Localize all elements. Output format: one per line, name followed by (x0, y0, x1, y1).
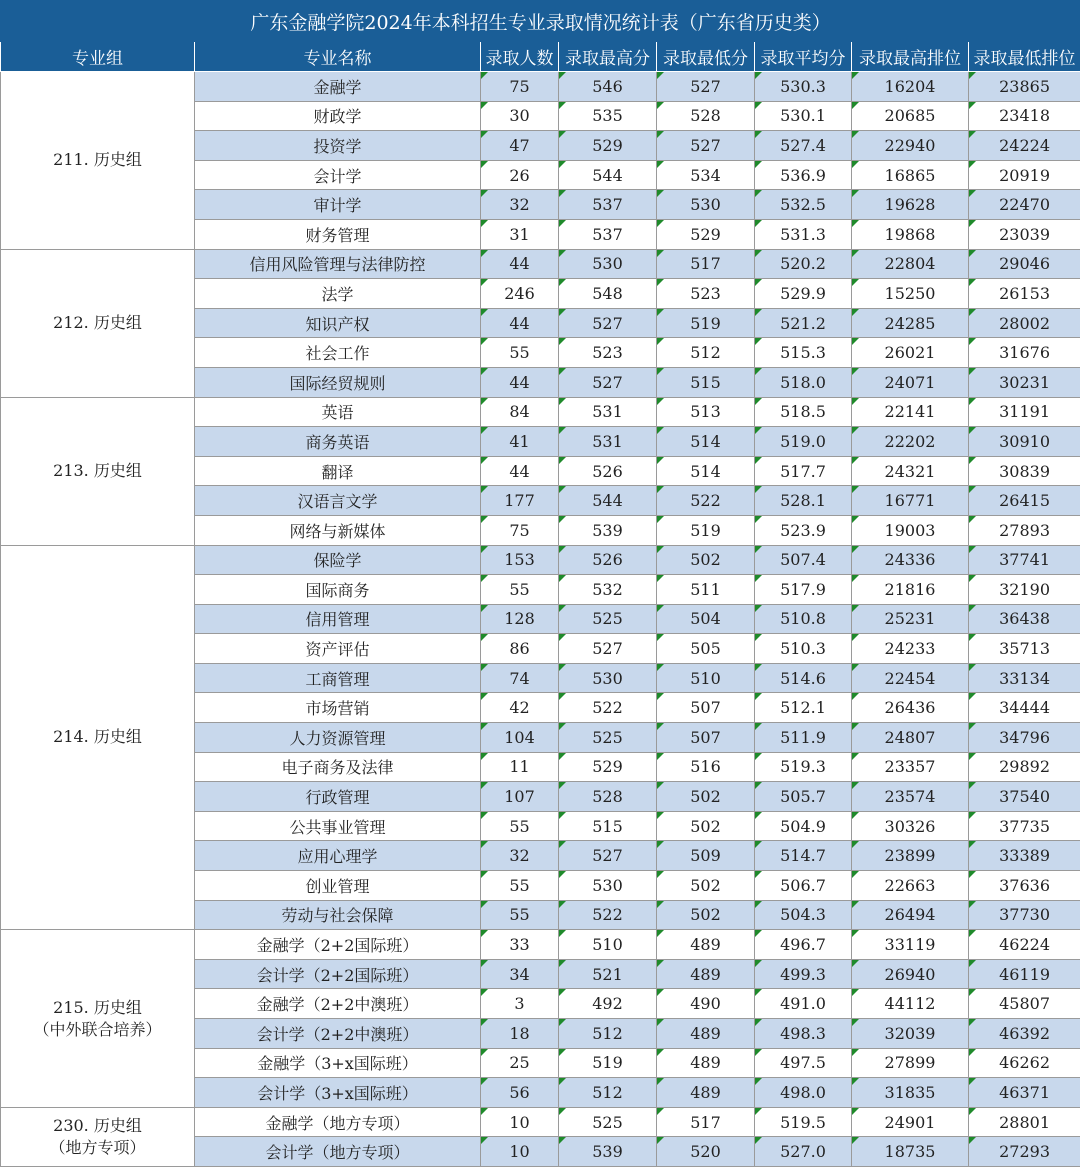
max-score-cell: 519 (559, 1048, 657, 1078)
avg-score-cell: 505.7 (755, 782, 852, 812)
header-major: 专业名称 (195, 42, 481, 72)
group-cell (1, 545, 195, 930)
major-name-cell: 财政学 (195, 101, 481, 131)
min-rank-cell: 37636 (969, 871, 1080, 901)
max-score-cell: 527 (559, 367, 657, 397)
major-name-cell: 汉语言文学 (195, 486, 481, 516)
max-score-cell: 546 (559, 72, 657, 102)
min-score-cell: 489 (657, 1078, 755, 1108)
min-rank-cell: 30839 (969, 456, 1080, 486)
max-rank-cell: 21816 (852, 575, 969, 605)
max-score-cell: 527 (559, 841, 657, 871)
avg-score-cell: 515.3 (755, 338, 852, 368)
max-score-cell: 525 (559, 1107, 657, 1137)
max-rank-cell: 22804 (852, 249, 969, 279)
max-score-cell: 529 (559, 752, 657, 782)
group-cell (1, 1107, 195, 1166)
admit-count-cell: 55 (481, 811, 559, 841)
avg-score-cell: 498.0 (755, 1078, 852, 1108)
major-name-cell: 翻译 (195, 456, 481, 486)
max-score-cell: 526 (559, 456, 657, 486)
avg-score-cell: 517.7 (755, 456, 852, 486)
avg-score-cell: 497.5 (755, 1048, 852, 1078)
min-rank-cell: 46224 (969, 930, 1080, 960)
min-rank-cell: 31191 (969, 397, 1080, 427)
avg-score-cell: 512.1 (755, 693, 852, 723)
min-score-cell: 529 (657, 219, 755, 249)
max-score-cell: 531 (559, 427, 657, 457)
major-name-cell: 金融学（3+x国际班） (195, 1048, 481, 1078)
max-rank-cell: 22454 (852, 663, 969, 693)
min-rank-cell: 33134 (969, 663, 1080, 693)
admit-count-cell: 104 (481, 723, 559, 753)
max-score-cell: 526 (559, 545, 657, 575)
min-rank-cell: 35713 (969, 634, 1080, 664)
min-score-cell: 502 (657, 811, 755, 841)
min-rank-cell: 46392 (969, 1019, 1080, 1049)
major-name-cell: 网络与新媒体 (195, 515, 481, 545)
min-rank-cell: 32190 (969, 575, 1080, 605)
max-score-cell: 528 (559, 782, 657, 812)
admit-count-cell: 32 (481, 841, 559, 871)
max-score-cell: 537 (559, 190, 657, 220)
max-rank-cell: 24321 (852, 456, 969, 486)
avg-score-cell: 504.3 (755, 900, 852, 930)
max-rank-cell: 19868 (852, 219, 969, 249)
group-cell (1, 72, 195, 250)
avg-score-cell: 529.9 (755, 279, 852, 309)
avg-score-cell: 496.7 (755, 930, 852, 960)
major-name-cell: 会计学（2+2国际班） (195, 959, 481, 989)
max-score-cell: 544 (559, 160, 657, 190)
avg-score-cell: 527.4 (755, 131, 852, 161)
group-label: （中外联合培养） (33, 1019, 162, 1039)
max-score-cell: 510 (559, 930, 657, 960)
major-name-cell: 保险学 (195, 545, 481, 575)
avg-score-cell: 504.9 (755, 811, 852, 841)
avg-score-cell: 536.9 (755, 160, 852, 190)
min-rank-cell: 29892 (969, 752, 1080, 782)
max-score-cell: 537 (559, 219, 657, 249)
admit-count-cell: 107 (481, 782, 559, 812)
min-rank-cell: 37735 (969, 811, 1080, 841)
max-rank-cell: 27899 (852, 1048, 969, 1078)
min-score-cell: 520 (657, 1137, 755, 1167)
min-score-cell: 523 (657, 279, 755, 309)
table-body (1, 72, 1080, 1167)
admit-count-cell: 55 (481, 575, 559, 605)
max-score-cell: 522 (559, 900, 657, 930)
admit-count-cell: 246 (481, 279, 559, 309)
max-rank-cell: 15250 (852, 279, 969, 309)
min-rank-cell: 31676 (969, 338, 1080, 368)
avg-score-cell: 510.8 (755, 604, 852, 634)
major-name-cell: 会计学 (195, 160, 481, 190)
avg-score-cell: 517.9 (755, 575, 852, 605)
min-rank-cell: 46262 (969, 1048, 1080, 1078)
major-name-cell: 会计学（3+x国际班） (195, 1078, 481, 1108)
max-rank-cell: 33119 (852, 930, 969, 960)
min-score-cell: 527 (657, 131, 755, 161)
min-score-cell: 513 (657, 397, 755, 427)
major-name-cell: 国际商务 (195, 575, 481, 605)
admit-count-cell: 42 (481, 693, 559, 723)
group-label: 213. 历史组 (53, 461, 142, 481)
max-rank-cell: 23899 (852, 841, 969, 871)
admit-count-cell: 32 (481, 190, 559, 220)
group-cell (1, 397, 195, 545)
max-rank-cell: 26436 (852, 693, 969, 723)
admit-count-cell: 30 (481, 101, 559, 131)
min-rank-cell: 45807 (969, 989, 1080, 1019)
major-name-cell: 金融学（地方专项） (195, 1107, 481, 1137)
min-rank-cell: 34796 (969, 723, 1080, 753)
avg-score-cell: 519.0 (755, 427, 852, 457)
min-rank-cell: 27293 (969, 1137, 1080, 1167)
max-score-cell: 535 (559, 101, 657, 131)
admit-count-cell: 55 (481, 871, 559, 901)
max-rank-cell: 23574 (852, 782, 969, 812)
major-name-cell: 投资学 (195, 131, 481, 161)
min-score-cell: 534 (657, 160, 755, 190)
min-score-cell: 507 (657, 723, 755, 753)
header-min-rank: 录取最低排位 (969, 42, 1080, 72)
max-rank-cell: 22141 (852, 397, 969, 427)
header-avg-score: 录取平均分 (755, 42, 852, 72)
min-rank-cell: 26153 (969, 279, 1080, 309)
min-rank-cell: 24224 (969, 131, 1080, 161)
admit-count-cell: 75 (481, 515, 559, 545)
max-score-cell: 492 (559, 989, 657, 1019)
admit-count-cell: 86 (481, 634, 559, 664)
admit-count-cell: 25 (481, 1048, 559, 1078)
header-group: 专业组 (1, 42, 195, 72)
avg-score-cell: 519.5 (755, 1107, 852, 1137)
avg-score-cell: 514.6 (755, 663, 852, 693)
max-rank-cell: 23357 (852, 752, 969, 782)
admit-count-cell: 44 (481, 456, 559, 486)
min-score-cell: 515 (657, 367, 755, 397)
header-count: 录取人数 (481, 42, 559, 72)
major-name-cell: 社会工作 (195, 338, 481, 368)
major-name-cell: 应用心理学 (195, 841, 481, 871)
min-rank-cell: 22470 (969, 190, 1080, 220)
max-rank-cell: 44112 (852, 989, 969, 1019)
min-score-cell: 512 (657, 338, 755, 368)
table-row (1, 397, 1080, 427)
max-score-cell: 530 (559, 249, 657, 279)
min-score-cell: 514 (657, 456, 755, 486)
admit-count-cell: 47 (481, 131, 559, 161)
max-rank-cell: 24233 (852, 634, 969, 664)
min-rank-cell: 28002 (969, 308, 1080, 338)
min-score-cell: 502 (657, 871, 755, 901)
group-cell (1, 249, 195, 397)
admit-count-cell: 44 (481, 308, 559, 338)
avg-score-cell: 518.0 (755, 367, 852, 397)
avg-score-cell: 530.3 (755, 72, 852, 102)
min-rank-cell: 46371 (969, 1078, 1080, 1108)
max-rank-cell: 20685 (852, 101, 969, 131)
max-rank-cell: 22202 (852, 427, 969, 457)
max-score-cell: 527 (559, 308, 657, 338)
header-max-rank: 录取最高排位 (852, 42, 969, 72)
avg-score-cell: 519.3 (755, 752, 852, 782)
min-score-cell: 516 (657, 752, 755, 782)
min-score-cell: 505 (657, 634, 755, 664)
admit-count-cell: 3 (481, 989, 559, 1019)
admit-count-cell: 10 (481, 1137, 559, 1167)
avg-score-cell: 499.3 (755, 959, 852, 989)
major-name-cell: 资产评估 (195, 634, 481, 664)
max-score-cell: 529 (559, 131, 657, 161)
major-name-cell: 市场营销 (195, 693, 481, 723)
min-score-cell: 504 (657, 604, 755, 634)
avg-score-cell: 521.2 (755, 308, 852, 338)
min-score-cell: 514 (657, 427, 755, 457)
group-label: 230. 历史组 (53, 1115, 142, 1135)
avg-score-cell: 511.9 (755, 723, 852, 753)
admit-count-cell: 128 (481, 604, 559, 634)
min-score-cell: 509 (657, 841, 755, 871)
max-score-cell: 530 (559, 871, 657, 901)
avg-score-cell: 527.0 (755, 1137, 852, 1167)
admit-count-cell: 177 (481, 486, 559, 516)
min-rank-cell: 30910 (969, 427, 1080, 457)
min-rank-cell: 23865 (969, 72, 1080, 102)
major-name-cell: 英语 (195, 397, 481, 427)
admit-count-cell: 11 (481, 752, 559, 782)
min-score-cell: 511 (657, 575, 755, 605)
major-name-cell: 工商管理 (195, 663, 481, 693)
table-row (1, 930, 1080, 960)
min-score-cell: 489 (657, 959, 755, 989)
avg-score-cell: 531.3 (755, 219, 852, 249)
admit-count-cell: 33 (481, 930, 559, 960)
max-rank-cell: 24336 (852, 545, 969, 575)
admit-count-cell: 44 (481, 367, 559, 397)
min-rank-cell: 27893 (969, 515, 1080, 545)
min-score-cell: 489 (657, 930, 755, 960)
major-name-cell: 金融学（2+2国际班） (195, 930, 481, 960)
max-score-cell: 522 (559, 693, 657, 723)
major-name-cell: 国际经贸规则 (195, 367, 481, 397)
max-rank-cell: 31835 (852, 1078, 969, 1108)
max-rank-cell: 19628 (852, 190, 969, 220)
max-rank-cell: 26940 (852, 959, 969, 989)
table-row (1, 249, 1080, 279)
max-rank-cell: 19003 (852, 515, 969, 545)
max-rank-cell: 24071 (852, 367, 969, 397)
major-name-cell: 信用风险管理与法律防控 (195, 249, 481, 279)
major-name-cell: 金融学 (195, 72, 481, 102)
min-rank-cell: 29046 (969, 249, 1080, 279)
header-min-score: 录取最低分 (657, 42, 755, 72)
min-score-cell: 502 (657, 782, 755, 812)
avg-score-cell: 491.0 (755, 989, 852, 1019)
admit-count-cell: 26 (481, 160, 559, 190)
admit-count-cell: 34 (481, 959, 559, 989)
avg-score-cell: 498.3 (755, 1019, 852, 1049)
max-score-cell: 531 (559, 397, 657, 427)
max-score-cell: 515 (559, 811, 657, 841)
max-score-cell: 527 (559, 634, 657, 664)
max-rank-cell: 25231 (852, 604, 969, 634)
major-name-cell: 商务英语 (195, 427, 481, 457)
min-score-cell: 502 (657, 545, 755, 575)
avg-score-cell: 520.2 (755, 249, 852, 279)
max-score-cell: 539 (559, 1137, 657, 1167)
min-score-cell: 528 (657, 101, 755, 131)
table-row (1, 545, 1080, 575)
max-rank-cell: 30326 (852, 811, 969, 841)
avg-score-cell: 510.3 (755, 634, 852, 664)
avg-score-cell: 514.7 (755, 841, 852, 871)
max-rank-cell: 24901 (852, 1107, 969, 1137)
major-name-cell: 人力资源管理 (195, 723, 481, 753)
group-label: 214. 历史组 (53, 727, 142, 747)
table-row (1, 1107, 1080, 1137)
max-rank-cell: 24285 (852, 308, 969, 338)
max-rank-cell: 22663 (852, 871, 969, 901)
min-score-cell: 530 (657, 190, 755, 220)
major-name-cell: 金融学（2+2中澳班） (195, 989, 481, 1019)
max-score-cell: 544 (559, 486, 657, 516)
min-rank-cell: 23039 (969, 219, 1080, 249)
min-score-cell: 510 (657, 663, 755, 693)
admit-count-cell: 74 (481, 663, 559, 693)
major-name-cell: 会计学（2+2中澳班） (195, 1019, 481, 1049)
min-score-cell: 527 (657, 72, 755, 102)
major-name-cell: 劳动与社会保障 (195, 900, 481, 930)
group-label: 215. 历史组 (53, 997, 142, 1017)
header-max-score: 录取最高分 (559, 42, 657, 72)
major-name-cell: 信用管理 (195, 604, 481, 634)
avg-score-cell: 523.9 (755, 515, 852, 545)
max-score-cell: 525 (559, 723, 657, 753)
max-rank-cell: 18735 (852, 1137, 969, 1167)
min-score-cell: 522 (657, 486, 755, 516)
min-rank-cell: 37741 (969, 545, 1080, 575)
avg-score-cell: 530.1 (755, 101, 852, 131)
admit-count-cell: 84 (481, 397, 559, 427)
admit-count-cell: 75 (481, 72, 559, 102)
major-name-cell: 会计学（地方专项） (195, 1137, 481, 1167)
admit-count-cell: 55 (481, 338, 559, 368)
avg-score-cell: 532.5 (755, 190, 852, 220)
max-rank-cell: 16204 (852, 72, 969, 102)
table-title: 广东金融学院2024年本科招生专业录取情况统计表（广东省历史类） (1, 1, 1080, 42)
major-name-cell: 公共事业管理 (195, 811, 481, 841)
min-rank-cell: 37540 (969, 782, 1080, 812)
admit-count-cell: 56 (481, 1078, 559, 1108)
max-rank-cell: 26494 (852, 900, 969, 930)
max-score-cell: 525 (559, 604, 657, 634)
max-rank-cell: 16865 (852, 160, 969, 190)
min-rank-cell: 36438 (969, 604, 1080, 634)
min-score-cell: 517 (657, 1107, 755, 1137)
min-rank-cell: 37730 (969, 900, 1080, 930)
avg-score-cell: 507.4 (755, 545, 852, 575)
admit-count-cell: 18 (481, 1019, 559, 1049)
avg-score-cell: 506.7 (755, 871, 852, 901)
group-label: （地方专项） (49, 1137, 146, 1157)
major-name-cell: 知识产权 (195, 308, 481, 338)
admit-count-cell: 44 (481, 249, 559, 279)
admit-count-cell: 31 (481, 219, 559, 249)
admit-count-cell: 153 (481, 545, 559, 575)
min-score-cell: 502 (657, 900, 755, 930)
max-score-cell: 512 (559, 1078, 657, 1108)
group-label: 212. 历史组 (53, 313, 142, 333)
max-rank-cell: 26021 (852, 338, 969, 368)
min-rank-cell: 28801 (969, 1107, 1080, 1137)
major-name-cell: 财务管理 (195, 219, 481, 249)
max-score-cell: 523 (559, 338, 657, 368)
min-score-cell: 507 (657, 693, 755, 723)
min-score-cell: 490 (657, 989, 755, 1019)
max-score-cell: 532 (559, 575, 657, 605)
min-rank-cell: 20919 (969, 160, 1080, 190)
table-row (1, 72, 1080, 102)
major-name-cell: 电子商务及法律 (195, 752, 481, 782)
avg-score-cell: 528.1 (755, 486, 852, 516)
min-score-cell: 519 (657, 515, 755, 545)
max-score-cell: 539 (559, 515, 657, 545)
max-rank-cell: 24807 (852, 723, 969, 753)
group-label: 211. 历史组 (53, 150, 142, 170)
min-rank-cell: 30231 (969, 367, 1080, 397)
avg-score-cell: 518.5 (755, 397, 852, 427)
min-score-cell: 489 (657, 1048, 755, 1078)
admit-count-cell: 10 (481, 1107, 559, 1137)
max-score-cell: 512 (559, 1019, 657, 1049)
max-rank-cell: 32039 (852, 1019, 969, 1049)
max-rank-cell: 16771 (852, 486, 969, 516)
min-rank-cell: 46119 (969, 959, 1080, 989)
max-score-cell: 530 (559, 663, 657, 693)
min-score-cell: 519 (657, 308, 755, 338)
min-rank-cell: 23418 (969, 101, 1080, 131)
min-rank-cell: 26415 (969, 486, 1080, 516)
admit-count-cell: 41 (481, 427, 559, 457)
major-name-cell: 行政管理 (195, 782, 481, 812)
major-name-cell: 创业管理 (195, 871, 481, 901)
major-name-cell: 审计学 (195, 190, 481, 220)
max-rank-cell: 22940 (852, 131, 969, 161)
min-rank-cell: 33389 (969, 841, 1080, 871)
max-score-cell: 548 (559, 279, 657, 309)
admit-count-cell: 55 (481, 900, 559, 930)
max-score-cell: 521 (559, 959, 657, 989)
major-name-cell: 法学 (195, 279, 481, 309)
min-score-cell: 517 (657, 249, 755, 279)
group-cell (1, 930, 195, 1108)
min-rank-cell: 34444 (969, 693, 1080, 723)
min-score-cell: 489 (657, 1019, 755, 1049)
